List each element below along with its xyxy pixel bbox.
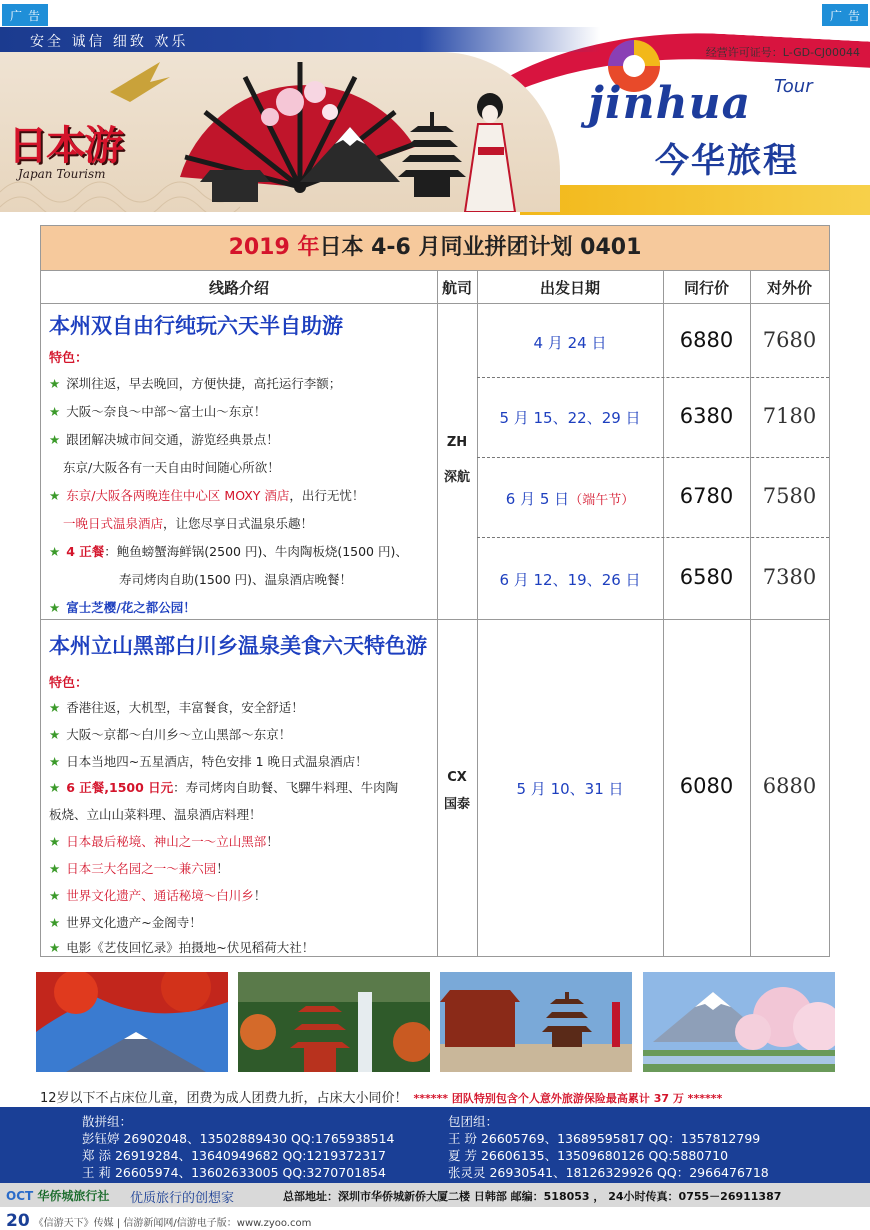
route2-line: 板烧、立山山菜料理、温泉酒店料理！ [49,807,262,822]
route2-name: 本州立山黑部白川乡温泉美食六天特色游 [49,634,427,658]
group-tour-contacts [82,1113,394,1181]
route1-line: ★ 深圳往返，早去晚回，方便快捷，高托运行李额； [49,376,342,391]
route2-line: ★ 大阪～京都～白川乡～立山黑部～东京！ [49,727,292,742]
license-number: 经营许可证号：L-GD-CJ00044 [705,46,860,59]
peer-price: 6380 [679,404,734,428]
photo-temple-courtyard [440,972,632,1072]
route2-line: ★ 6 正餐,1500 日元：寿司烤肉自助餐、飞驒牛料理、牛肉陶 [49,780,399,795]
route2-line: ★ 日本三大名园之一～兼六园！ [49,861,229,876]
footer-address: 总部地址：深圳市华侨城新侨大厦二楼 日韩部 邮编：518053 ， 24小时传真：0755－26911387 [283,1190,782,1203]
logo-english: jinhua [588,78,752,129]
row-divider [41,619,829,620]
footer-slogan: 优质旅行的创想家 [130,1191,235,1206]
departure-date: 4 月 24 日 [533,334,607,352]
route1-line: ★ 跟团解决城市间交通，游览经典景点！ [49,432,279,447]
contact-line: 彭钰婷 26902048、13502889430 QQ:1765938514 [82,1131,395,1146]
footer-bar [0,1183,870,1207]
contact-line: 郑 添 26919284、13640949682 QQ:1219372317 [82,1148,386,1163]
photo-pagoda-waterfall [238,972,430,1072]
charter-contacts [448,1113,769,1181]
route2-line: ★ 日本当地四~五星酒店，特色安排 1 晚日式温泉酒店！ [49,754,368,769]
contact-line: 张灵灵 26930541、18126329926 QQ：2966476718 [448,1165,769,1180]
photo-fuji-sakura [643,972,835,1072]
page-footer [6,1211,311,1230]
route2-airline-code: CX [447,770,467,785]
peer-price: 6580 [679,565,734,589]
page-number: 20 [6,1211,30,1230]
child-policy-note: 12岁以下不占床位儿童，团费为成人团费九折，占床大小同价！ ****** 团队特别包含个人意外旅游保险最高累计 37 万 ****** [40,1091,723,1106]
route1-airline-code: ZH [446,435,468,450]
logo-chinese: 今华旅程 [655,141,799,181]
publication-credit: 《信游天下》传媒 | 信游新闻网/信游电子版：www.zyoo.com [33,1218,312,1229]
route1-line: 一晚日式温泉酒店，让您尽享日式温泉乐趣！ [63,516,314,531]
retail-price: 7380 [762,565,817,589]
departure-date: 6 月 5 日（端午节） [505,490,635,508]
retail-price: 7680 [762,328,817,352]
ad-tag-right: 广告 [822,4,868,26]
contact-line: 夏 芳 26606135、13509680126 QQ:5880710 [448,1148,729,1163]
header-route: 线路介绍 [41,270,437,304]
plan-title-text: 日本 4-6 月同业拼团计划 0401 [319,235,642,260]
slogan-bar [0,27,600,52]
oct-logo: OCT 华侨城旅行社 [6,1189,110,1203]
peer-price: 6080 [679,774,734,798]
retail-price: 7180 [762,404,817,428]
route2-line: ★ 世界文化遗产、通话秘境～白川乡！ [49,888,267,903]
dashed-divider [477,457,829,458]
group-label: 散拼组： [82,1114,133,1129]
plan-title-year: 2019 年 [228,235,320,260]
retail-price: 7580 [762,484,817,508]
peer-price: 6880 [679,328,734,352]
photo-fuji-maple [36,972,228,1072]
header-departure: 出发日期 [477,270,663,304]
header-retail-price: 对外价 [750,270,829,304]
contact-line: 王 莉 26605974、13602633005 QQ:3270701854 [82,1165,386,1180]
banner-title: 日本游 [8,122,122,169]
header-peer-price: 同行价 [663,270,750,304]
col-divider [437,270,438,956]
dashed-divider [477,537,829,538]
insurance-note: ****** 团队特别包含个人意外旅游保险最高累计 37 万 ****** [413,1092,723,1105]
contact-line: 王 玢 26605769、13689595817 QQ：1357812799 [448,1131,761,1146]
route1-name: 本州双自由行纯玩六天半自助游 [49,314,343,338]
col-divider [663,270,664,956]
japan-banner [0,52,560,212]
route1-line: ★ 4 正餐：鲍鱼螃蟹海鲜锅(2500 円)、牛肉陶板烧(1500 円)、 [49,544,408,559]
route2-feature-label: 特色： [49,676,89,691]
route1-line: ★ 东京/大阪各两晚连住中心区 MOXY 酒店，出行无忧！ [49,488,365,503]
route1-line: ★ 富士芝樱/花之都公园！ [49,600,196,615]
route1-line: 东京/大阪各有一天自由时间随心所欲！ [63,460,280,475]
route1-line: 寿司烤肉自助(1500 円)、温泉酒店晚餐！ [119,572,353,587]
col-divider [750,270,751,956]
header-banner [0,0,870,215]
route1-airline-name: 深航 [443,470,470,485]
departure-date: 6 月 12、19、26 日 [499,571,641,589]
contact-panel [0,1107,870,1183]
logo-tour: Tour [774,76,813,97]
route1-feature-label: 特色： [49,351,89,366]
slogan-text: 安全 诚信 细致 欢乐 [30,34,189,50]
ad-tag-left: 广告 [2,4,48,26]
route2-airline-name: 国泰 [443,797,470,812]
departure-date: 5 月 10、31 日 [516,780,624,798]
col-divider [477,270,478,956]
peer-price: 6780 [679,484,734,508]
route2-line: ★ 日本最后秘境、神山之一～立山黑部！ [49,834,279,849]
route2-line: ★ 电影《艺伎回忆录》拍摄地~伏见稻荷大社！ [49,940,315,955]
route2-line: ★ 世界文化遗产~金阁寺！ [49,915,202,930]
group-label: 包团组： [448,1114,499,1129]
route2-line: ★ 香港往返，大机型，丰富餐食，安全舒适！ [49,700,304,715]
banner-subtitle: Japan Tourism [18,167,106,181]
tour-plan-table [40,225,830,957]
retail-price: 6880 [762,774,817,798]
yellow-swoosh-decoration [520,185,870,215]
dashed-divider [477,377,829,378]
departure-date: 5 月 15、22、29 日 [499,409,641,427]
plan-title [41,226,829,270]
route1-line: ★ 大阪～奈良～中部～富士山～东京！ [49,404,267,419]
header-airline: 航司 [437,270,477,304]
